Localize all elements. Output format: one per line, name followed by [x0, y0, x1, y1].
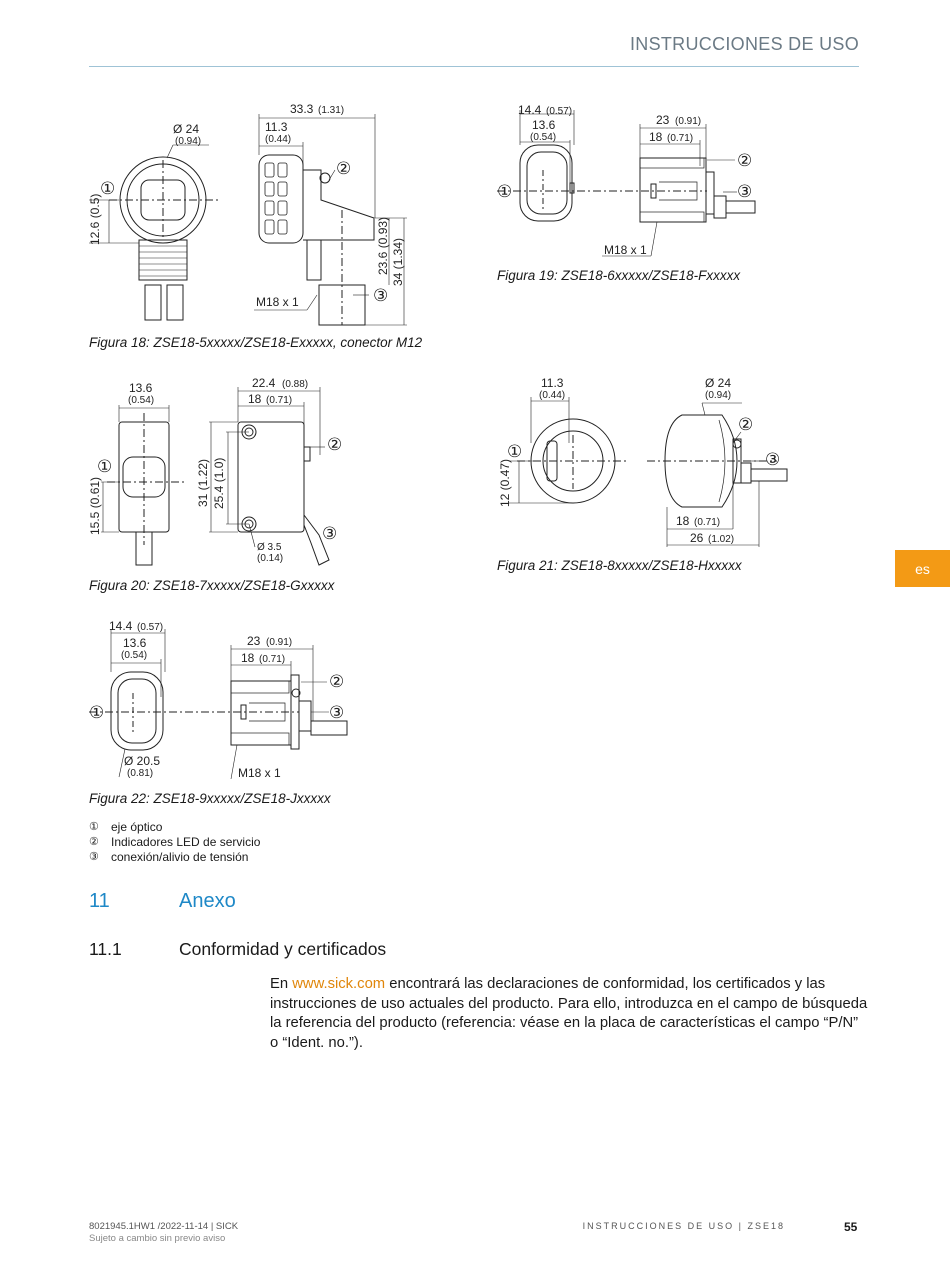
figure-19-drawing: [497, 100, 777, 260]
fig19-w144-label: 14.4: [518, 103, 542, 117]
fig22-w144-label: 14.4: [109, 619, 133, 633]
fig18-depth-inch: (0.44): [265, 134, 292, 145]
language-tab[interactable]: es: [895, 550, 950, 587]
fig22-thread-label: M18 x 1: [238, 766, 281, 780]
fig19-thread-label: M18 x 1: [604, 243, 647, 257]
fig18-width-label: 33.3: [290, 102, 314, 116]
fig20-h254-label: 25.4 (1.0): [212, 457, 226, 509]
fig18-width-inch: (1.31): [318, 105, 345, 116]
legend-number: ①: [89, 821, 99, 833]
legend-item: [89, 850, 260, 865]
legend-number: ②: [89, 836, 99, 848]
fig20-w136-inch: (0.54): [128, 395, 155, 406]
section-title: Anexo: [179, 890, 236, 912]
figure-18-drawing: [89, 100, 429, 330]
fig19-callout-1: ①: [497, 182, 513, 201]
legend-text: eje óptico: [111, 820, 163, 834]
fig22-w144-inch: (0.57): [137, 622, 164, 633]
fig18-height-mid: 23.6 (0.93): [376, 216, 390, 275]
body-text-pre: En: [270, 976, 293, 992]
footer-doc-title: INSTRUCCIONES DE USO | ZSE18: [582, 1221, 785, 1231]
fig22-w18-inch: (0.71): [259, 654, 286, 665]
fig21-w26-label: 26: [690, 531, 704, 545]
fig21-w18-inch: (0.71): [694, 517, 721, 528]
figure-22-caption: Figura 22: ZSE18-9xxxxx/ZSE18-Jxxxxx: [89, 791, 331, 806]
legend-item: [89, 820, 260, 835]
fig22-callout-2: ②: [329, 672, 345, 691]
fig22-callout-3: ③: [329, 703, 345, 722]
figure-19-caption: Figura 19: ZSE18-6xxxxx/ZSE18-Fxxxxx: [497, 268, 741, 283]
legend-text: Indicadores LED de servicio: [111, 835, 261, 849]
fig18-callout-2: ②: [336, 159, 352, 178]
fig19-callout-3: ③: [737, 182, 753, 201]
fig20-w18-label: 18: [248, 392, 262, 406]
fig18-depth-label: 11.3: [265, 120, 288, 134]
legend-item: [89, 835, 260, 850]
fig19-w23-label: 23: [656, 113, 670, 127]
fig19-w18-inch: (0.71): [667, 133, 694, 144]
fig21-callout-1: ①: [507, 442, 523, 461]
section-number: 11: [89, 890, 110, 912]
fig19-w136-label: 13.6: [532, 118, 556, 132]
fig19-w23-inch: (0.91): [675, 116, 702, 127]
fig20-callout-1: ①: [97, 457, 113, 476]
fig21-w26-inch: (1.02): [708, 534, 735, 545]
fig21-d24-label: Ø 24: [705, 376, 732, 390]
fig19-w136-inch: (0.54): [530, 132, 557, 143]
legend-number: ③: [89, 851, 99, 863]
fig20-h31-label: 31 (1.22): [196, 458, 210, 507]
fig22-w23-inch: (0.91): [266, 637, 293, 648]
fig18-dia-inch: (0.94): [175, 136, 202, 147]
fig20-w18-inch: (0.71): [266, 395, 293, 406]
fig21-callout-3: ③: [765, 450, 781, 469]
callout-legend: [89, 820, 260, 865]
fig22-w23-label: 23: [247, 634, 261, 648]
fig18-thread-label: M18 x 1: [256, 295, 299, 309]
fig21-h12-label: 12 (0.47): [498, 458, 512, 507]
fig21-d24-inch: (0.94): [705, 390, 732, 401]
fig18-dia-label: Ø 24: [173, 122, 200, 136]
fig19-callout-2: ②: [737, 151, 753, 170]
fig20-w224-label: 22.4: [252, 376, 276, 390]
fig18-height-total: 34 (1.34): [391, 237, 405, 286]
footer-notice: Sujeto a cambio sin previo aviso: [89, 1233, 226, 1244]
legend-text: conexión/alivio de tensión: [111, 850, 249, 864]
fig20-h155-label: 15.5 (0.61): [88, 476, 102, 535]
fig21-w113-label: 11.3: [541, 376, 564, 390]
fig21-w113-inch: (0.44): [539, 390, 566, 401]
footer-doc-id: 8021945.1HW1 /2022-11-14 | SICK: [89, 1221, 239, 1232]
fig20-hole-inch: (0.14): [257, 553, 284, 564]
fig22-callout-1: ①: [89, 703, 105, 722]
fig18-callout-3: ③: [373, 286, 389, 305]
fig20-callout-2: ②: [327, 435, 343, 454]
fig18-callout-1: ①: [100, 179, 116, 198]
fig21-callout-2: ②: [738, 415, 754, 434]
body-text-post: encontrará las declaraciones de conformidad, los certificados y las instrucciones de uso actuales del producto. Para ello, introduzca en el campo de búsqueda la referencia del producto (referencia: véase en la placa de características el campo “P/N” o “Ident. no.”).: [270, 976, 868, 1051]
sick-website-link[interactable]: www.sick.com: [292, 976, 386, 992]
fig20-w136-label: 13.6: [129, 381, 153, 395]
subsection-title: Conformidad y certificados: [179, 939, 387, 959]
fig20-callout-3: ③: [322, 524, 338, 543]
fig22-d205-inch: (0.81): [127, 768, 154, 779]
fig20-hole-label: Ø 3.5: [257, 542, 282, 553]
figure-18-caption: Figura 18: ZSE18-5xxxxx/ZSE18-Exxxxx, conector M12: [89, 335, 423, 350]
fig22-w136-inch: (0.54): [121, 650, 148, 661]
figure-20-caption: Figura 20: ZSE18-7xxxxx/ZSE18-Gxxxxx: [89, 578, 335, 593]
fig20-w224-inch: (0.88): [282, 379, 309, 390]
figure-21-caption: Figura 21: ZSE18-8xxxxx/ZSE18-Hxxxxx: [497, 558, 742, 573]
fig21-w18-label: 18: [676, 514, 690, 528]
figure-21-drawing: [497, 375, 797, 550]
body-paragraph: [270, 975, 870, 1053]
page-number: 55: [844, 1220, 858, 1234]
fig18-height-small: 12.6 (0.5): [88, 193, 102, 245]
fig22-d205-label: Ø 20.5: [124, 754, 161, 768]
fig19-w18-label: 18: [649, 130, 663, 144]
subsection-number: 11.1: [89, 939, 122, 959]
header-divider: [89, 66, 859, 67]
fig22-w18-label: 18: [241, 651, 255, 665]
figure-22-drawing: [89, 617, 369, 782]
figure-20-drawing: [89, 375, 359, 570]
fig19-w144-inch: (0.57): [546, 106, 573, 117]
fig22-w136-label: 13.6: [123, 636, 147, 650]
footer-document-info: [89, 1221, 238, 1245]
page-header-title: INSTRUCCIONES DE USO: [629, 34, 859, 54]
